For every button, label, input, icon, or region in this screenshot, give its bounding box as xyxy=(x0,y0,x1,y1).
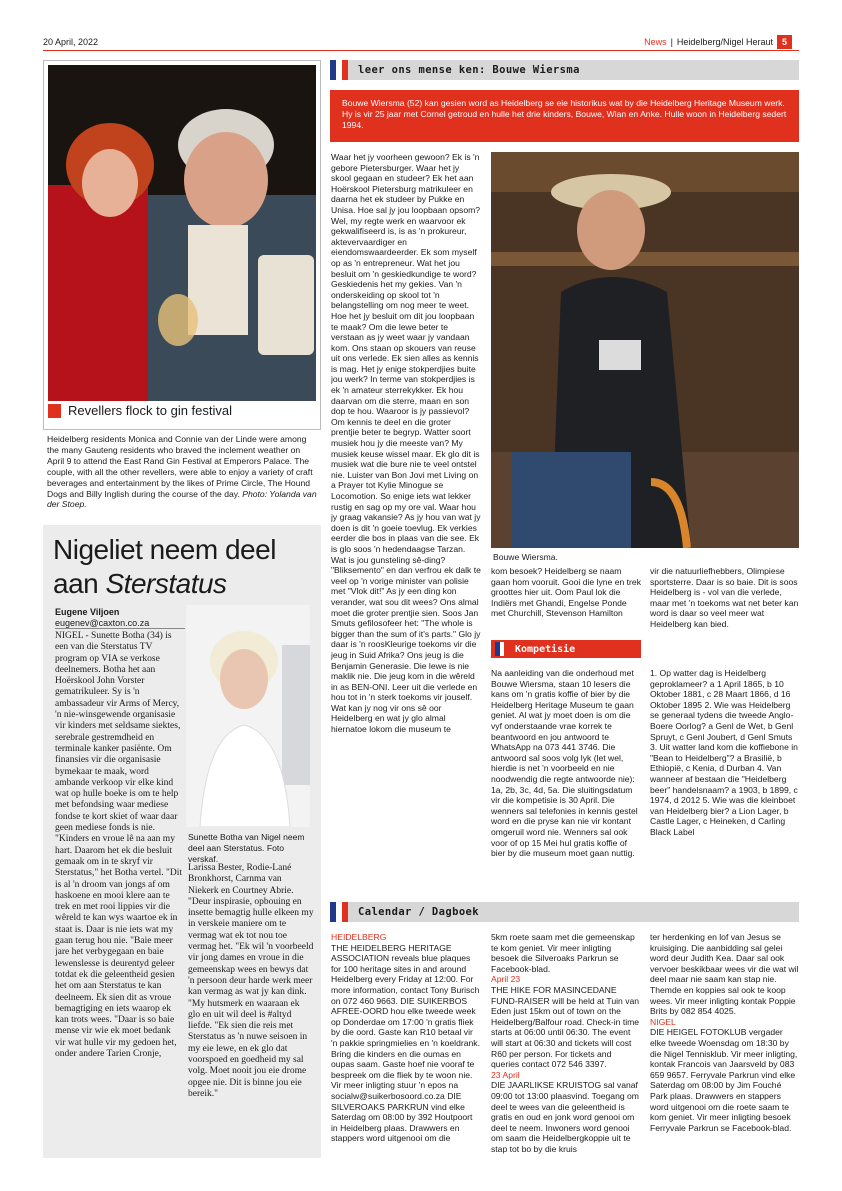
kal-col2-text-a: 5km roete saam met die gemeenskap te kom geniet. Vir meer inligting besoek die Silveroaks Parkrun se Facebook-blad. xyxy=(491,932,635,974)
kal-date-2: 23 April xyxy=(491,1069,520,1080)
leer-section-bar xyxy=(330,60,799,80)
leer-qa-col2: kom besoek? Heidelberg se naam gaan hom vooruit. Gooi die lyne en trek groottes hier uit. Oom Paul lok die Indiërs met Ghandi, Engelse Ponde met Churchill, Stevenson Hamilton xyxy=(491,566,641,619)
komp-section-bar xyxy=(491,640,641,658)
nigel-headline xyxy=(53,533,276,601)
issue-date: 20 April, 2022 xyxy=(43,37,99,47)
kal-col3 xyxy=(650,932,800,1160)
page-header-right xyxy=(644,35,792,49)
gin-caption-title-row xyxy=(48,403,232,418)
header-separator: | xyxy=(670,37,673,47)
nigel-body-col1: NIGEL - Sunette Botha (34) is een van die Sterstatus TV program op VIA se verkose deelnemers. Botha het aan Hoërskool John Vorster gematrikuleer. Sy is 'n ambassadeur vir Arms of Mercy, 'n nie-winsgewende organisasie vir kinders met seldsame siektes, serebrale gestremdheid en terminale kanker pasiënte. Om finansies vir die organisasie bymekaar te maak, word ambande verkoop vir elke kind wat op hulle boeke is om te help met befondsing waar mediese fondse te kort skiet of waar daar geen mediese fonds is nie. "Kinders en vroue lê na aan my hart. Daarom het ek die besluit gemaak om in te skryf vir Sterstatus," het Botha vertel. "Dit is al 'n droom van jongs af om haskoene en mooi klere aan te trek en met rooi lippies vir die wêreld te kan wys waartoe ek in staat is. Daar is nie iets wat my gaan terug hou nie. "Baie meer jare het verbygegaan en baie lewenslesse is deurentyd geleer totdat ek die geleentheid gesien het om aan Sterstatus te kan deelneem. Ek sien dit as vroue bemagtiging en iets waarop ek kan trots wees. "Daar is so baie mense vir wie ek moet bedank vir wat hulle vir my gedoen het, onder andere Tarien Cronje, xyxy=(55,631,183,1059)
leer-intro: Bouwe Wiersma (52) kan gesien word as Heidelberg se eie historikus wat by die Heidelberg Heritage Museum werk. Hy is vir 25 jaar met Cornel getroud en hulle het drie kinders, Bouwe, Wian en Anke. Hulle woon in Heidelberg sedert 1994. xyxy=(330,90,799,142)
bouwe-caption: Bouwe Wiersma. xyxy=(493,552,558,562)
gin-festival-photo xyxy=(48,65,316,401)
flag-icon xyxy=(330,60,348,80)
bouwe-photo xyxy=(491,152,799,548)
kal-section-title: Calendar / Dagboek xyxy=(358,906,479,918)
nigel-headline-aan: aan xyxy=(53,568,99,599)
kal-section-bar xyxy=(330,902,799,922)
red-marker xyxy=(48,404,61,418)
kal-col2-text-c: DIE JAARLIKSE KRUISTOG sal vanaf 09:00 tot 13:00 plaasvind. Toegang om deel te wees van die geleentheid is gratis en oud en jonk word genooi om deel te neem. Inwoners word genooi om saam die Heidelbergkoppie uit te stap tot bo by die kruis xyxy=(491,1080,639,1154)
nigel-body-col2: Larissa Bester, Rodie-Lané Bronkhorst, Carnma van Niekerk en Courtney Abrie. "Deur inspirasie, opbouing en insette bemagtig hulle elkeen my in verskeie maniere om te vermag wat ek tot nou toe vermag het. "Ek wil 'n voorbeeld vir jong dames en vroue in die gemeenskap wees en bewys dat 'n persoon deur harde werk meer kan vermag as wat jy kan dink. "My hutsmerk en waaraan ek glo en uit wil deel is #altyd liefde. "Ek sien die reis met Sterstatus as 'n nuwe seisoen in my eie lewe, en ek glo dat voorspoed en goedheid my sal volg. Moet nooit jou eie drome opgee nie. Dit is binne jou eie bereik." xyxy=(188,863,314,1099)
sunette-photo xyxy=(186,605,310,827)
flag-icon xyxy=(495,642,509,656)
leer-qa-col1: Waar het jy voorheen gewoon? Ek is 'n gebore Pietersburger. Waar het jy skool gegaan en studeer? Ek het aan Hoërskool Pietersburg matrikuleer en daarna het ek studeer by Pukke en Unisa. Hoe sal jy jou loopbaan opsom? Wel, my regte werk en waarvoor ek gekwalifiseerd is, is as 'n prokureur, aktevervaardiger en eiendomswaardeerder. Ek som myself op as 'n entrepreneur. Wat het jou besluit om 'n geskiedkundige te word? Geskiedenis het my gekies. Van 'n onderskeiding op skool tot 'n belangstelling om nog meer te weet. Hoe het jy besluit om dit jou loopbaan te maak? Om die lewe beter te verstaan as jy weet waar jy vandaan kom. Ons staan op skouers van reuse uit ons verlede. Ek sien alles as kennis is mag. Het jy enige stokperdjies buite jou werk? In terme van stokperdjies is ek 'n amateur sterrekykker. Ek hou daarvan om die sterre, maan en son dop te hou. Waaroor is jy passievol? Om kennis te deel en die groter prentjie beter te begryp. Watter soort musiek hou jy die meeste van? My musiek keuse wissel maar. Ek glo dit is musiek wat die bure nie te veel ontstel nie. Luister van Bon Jovi met Living on a Prayer tot Kylie Minogue se Locomotion. So enige iets wat lekker rustig en sag op my ore val. Waar hou jy graag vakansie? As jy hou van wat jy doen is dit 'n goeie toevlug. Ek verkies eerder die bos in plaas van die see. Ek is glo soos 'n hedendaagse Tarzan. Wat is jou gunsteling sê-ding? "Bliksemento" en dan verfrou ek dalk te veel op 'n vorige minister van polisie met "Vlok dit!" As jy een ding kon verander, wat sou dit wees? Ons almal moet die groter prentjie sien. Soos Jan Smuts gefilosofeer het: "The whole is bigger than the sum of it's parts." Glo jy daar is 'n roosKleurige toekoms vir die jeug in Suid Afrika? Ons jeug is die Benjamin Generasie. Die lewe is nie maklik nie. Die jeug kom in die wêreld in as BEN-ONI. Leer uit die verlede en hou tot in 'n sterk toekoms vir jouself. Wat kan jy nog vir ons sê oor Heidelberg en wat jy glo almal hiernatoe lokom die museum te xyxy=(331,152,481,735)
komp-questions: 1. Op watter dag is Heidelberg geproklameer? a 1 April 1865, b 10 Oktober 1881, c 28 Maart 1866, d 16 Oktober 1895 2. Wie was Heidelberg se generaal tydens die tweede Anglo-Boere Oorlog? a Genl de Wet, b Genl Spruyt, c Genl Joubert, d Genl Smuts 3. Uit watter land kom die koffiebone in "Bean to Heidelberg"? a Brasilië, b Ethiopië, c Kenia, d Durban 4. Van wanneer af bestaan die "Heidelberg beer" handelsnaam? a 1903, b 1899, c 1974, d 2012 5. Wie was die kleinboet van Heidelberg bier? a Lion Lager, b Castle Lager, c Heineken, d Carling Black Label xyxy=(650,668,798,837)
leer-section-title: leer ons mense ken: Bouwe Wiersma xyxy=(358,64,580,76)
nigel-headline-sterstatus: Sterstatus xyxy=(105,568,227,599)
section-label: News xyxy=(644,37,667,47)
publication-name: Heidelberg/Nigel Heraut xyxy=(676,37,773,47)
gin-caption-text: Heidelberg residents Monica and Connie van der Linde were among the many Gauteng residents who braved the inclement weather on April 9 to attend the East Rand Gin Festival at Emperors Palace. The couple, with all the other revellers, were able to enjoy a variety of craft beverages and entertainment by the likes of Prime Circle, The Hound Dogs and Billy Inglish during the course of the day. xyxy=(47,434,313,499)
kal-col1-text: THE HEIDELBERG HERITAGE ASSOCIATION reveals blue plaques for 100 heritage sites in and around Heidelberg every Friday at 12:00. For more information, contact Tony Burisch on 072 460 9663. DIE SUIKERBOS AFREE-OORD hou elke tweede week op Donderdae om 17:00 'n gratis fliek by die oord. Gaste kan R10 betaal vir 'n pakkie springmielies en 'n koeldrank. Bring die kinders en die oumas en oupas saam. Gaste hoef nie vooraf te bespreek om die fliek by te woon nie. Vir meer inligting stuur 'n epos na socialw@suikerbosoord.co.za DIE SILVEROAKS PARKRUN vind elke Saterdag om 08:00 by 392 Houtpoort in Heidelberg plaas. Drawwers en stappers word uitgenooi om die xyxy=(331,942,480,1144)
leer-qa-col3: vir die natuurliefhebbers, Olimpiese sportsterre. Daar is so baie. Dit is soos Heidelberg is - vol van die verlede, maar met 'n toekoms wat net beter kan word is daar so veel meer wat Heidelberg kan bied. xyxy=(650,566,799,629)
gin-caption-title: Revellers flock to gin festival xyxy=(68,403,233,418)
header-rule xyxy=(43,50,799,51)
gin-photo-credit: Photo: Yolanda van der Stoep. xyxy=(47,488,317,510)
kal-heading-nigel: NIGEL xyxy=(650,1016,676,1027)
komp-section-title: Kompetisie xyxy=(515,643,576,655)
komp-body: Na aanleiding van die onderhoud met Bouwe Wiersma, staan 10 lesers die kans om 'n gratis koffie of bier by die Heidelberg Heritage Museum te gaan geniet. Al wat jy moet doen is om die vyf onderstaande vrae korrek te beantwoord en jou antwoord te WhatsApp na 073 441 3746. Die antwoord sal soos volg lyk (let wel, hierdie is net 'n voorbeeld en nie noodwendig die regte antwoorde nie): 1a, 2b, 3c, 4d, 5a. Die sluitingsdatum vir die kompetisie is 30 April. Die wenners sal telefonies in kennis gestel word en die pryse kan nie vir kontant omgeruil word nie. Wenners sal ook voor of op 15 Mei hul gratis koffie of bier by die museum moet gaan nuttig. xyxy=(491,668,638,859)
nigel-author: Eugene Viljoen xyxy=(55,607,120,617)
kal-col2-text-b: THE HIKE FOR MASINCEDANE FUND-RAISER will be held at Tuin van Eden just 15km out of town on the Heidelberg/Balfour road. Check-in time starts at 06:00 until 06:30. The event will start at 06:30 and tickets will cost R60 per person. For tickets and queries contact 072 546 3397. xyxy=(491,984,640,1070)
kal-col3-text-a: ter herdenking en lof van Jesus se kruisiging. Die aanbidding sal gelei word deur Judith Kea. Daar sal ook vervoer beskikbaar wees vir die wat wil deel maar nie saam kan stap nie. Themde en koppies sal ook te koop wees. Vir meer inligting kontak Poppie Brits by 082 854 4025. xyxy=(650,932,799,1017)
gin-caption xyxy=(47,434,317,510)
kal-col2 xyxy=(491,932,641,1160)
nigel-article xyxy=(43,525,321,1158)
kal-col1 xyxy=(331,932,481,1160)
page-number: 5 xyxy=(777,35,792,49)
nigel-email[interactable]: eugenev@caxton.co.za xyxy=(55,618,185,629)
flag-icon xyxy=(330,902,348,922)
kal-date-1: April 23 xyxy=(491,974,521,985)
kal-col3-text-b: DIE HEIGEL FOTOKLUB vergader elke tweede Woensdag om 18:30 by die Nigel Tennisklub. Vir meer inligting, kontak Francois van Jaarsveld by 083 659 9657. Ferryvale Parkrun vind elke Saterdag om 08:00 by Jim Fouché Park plaas. Drawwers en stappers word uitgenooi om die roete saam te kom geniet. Vir meer inligting besoek Ferryvale Parkrun se Facebook-blad. xyxy=(650,1027,798,1133)
sunette-caption: Sunette Botha van Nigel neem deel aan Sterstatus. Foto verskaf. xyxy=(188,832,305,864)
gin-article xyxy=(43,60,321,430)
nigel-headline-line1: Nigeliet neem deel xyxy=(53,534,276,565)
kal-heading-heidelberg: HEIDELBERG xyxy=(331,932,387,942)
